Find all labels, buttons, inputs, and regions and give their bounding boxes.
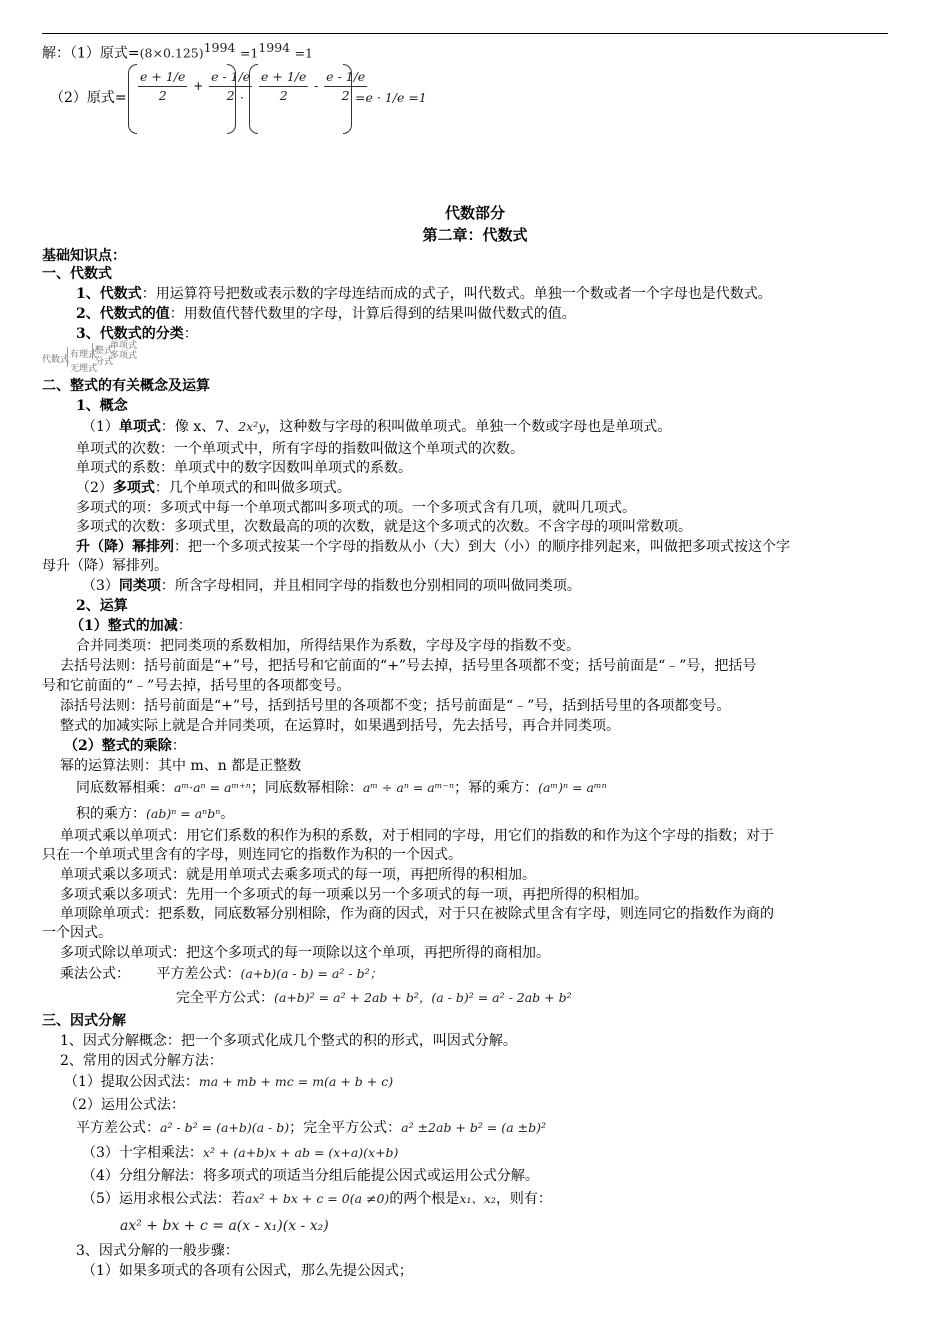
- like-text: ：所含字母相同，并且相同字母的指数也分别相同的项叫做同类项。: [160, 578, 581, 594]
- method-3: [82, 1144, 398, 1162]
- right-paren-1: [227, 64, 236, 134]
- item3-text: ：: [183, 326, 198, 342]
- factor-step-1: （1）如果多项式的各项有公因式，那么先提公因式；: [82, 1263, 413, 1279]
- solution-line-2-prefix: [50, 89, 127, 107]
- section1-item2: [76, 305, 576, 323]
- solution-line2-prefix: （2）原式=: [50, 90, 127, 106]
- classify-root: 代数式: [42, 355, 70, 365]
- part-heading: 代数部分: [444, 204, 505, 222]
- method-5: [82, 1190, 552, 1208]
- item1-text: ：用运算符号把数或表示数的字母连结而成的式子，叫代数式。单独一个数或者一个字母也是代数式。: [141, 286, 772, 302]
- method-2-formulas: [76, 1119, 546, 1137]
- mono-expr: 2x²y: [238, 419, 266, 434]
- poly-label: 多项式: [112, 480, 155, 496]
- mono-definition: [82, 418, 671, 436]
- mono-div-mono: 单项除单项式：把系数，同底数幂分别相除，作为商的因式，对于只在被除式里含有字母，则连同它的指数作为商的: [60, 906, 774, 922]
- perfect-square-expr: (a+b)² = a² + 2ab + b²，(a - b)² = a² - 2ab + b²: [274, 990, 572, 1005]
- order-text-2: 母升（降）幂排列。: [42, 558, 168, 574]
- top-rule: [42, 33, 888, 34]
- poly-terms: 多项式的项：多项式中每一个单项式都叫多项式的项。一个多项式含有几项，就叫几项式。: [76, 500, 636, 516]
- method-1-label: （1）提取公因式法：: [64, 1074, 199, 1090]
- section3-title: 三、因式分解: [42, 1013, 126, 1029]
- method-5-expr: ax² + bx + c = 0(a ≠0): [244, 1191, 390, 1206]
- method-5-mid: 的两个根是: [389, 1191, 460, 1207]
- method-2-label: （2）运用公式法：: [64, 1097, 185, 1113]
- muldiv-title: [64, 737, 186, 755]
- same-base-mul: 同底数幂相乘：: [76, 780, 174, 796]
- solution-line1-exp1: 1994: [203, 40, 236, 55]
- factor-concept: 1、因式分解概念：把一个多项式化成几个整式的积的形式，叫因式分解。: [60, 1033, 517, 1049]
- solution-line1-math: (8×0.125): [139, 45, 204, 61]
- method-3-expr: x² + (a+b)x + ab = (x+a)(x+b): [202, 1145, 399, 1160]
- method-2-diff-expr: a² - b² = (a+b)(a - b): [160, 1120, 290, 1135]
- perfect-square-line: [176, 989, 572, 1007]
- like-prefix: （3）: [82, 578, 119, 594]
- same-base-div-expr: aᵐ ÷ aⁿ = aᵐ⁻ⁿ: [362, 780, 455, 795]
- mono-x-poly: 单项式乘以多项式：就是用单项式去乘多项式的每一项，再把所得的积相加。: [60, 867, 536, 883]
- poly-div-mono: 多项式除以单项式：把这个多项式的每一项除以这个单项，再把所得的商相加。: [60, 945, 550, 961]
- mono-text-b: ，这种数与字母的积叫做单项式。单独一个数或字母也是单项式。: [265, 419, 672, 435]
- classify-fractional: 分式: [95, 357, 114, 367]
- solution-line1-eq2: =1: [294, 45, 314, 61]
- section2-title: 二、整式的有关概念及运算: [42, 378, 210, 394]
- order-definition: [76, 538, 790, 556]
- method-5-end: ，则有：: [495, 1191, 552, 1207]
- power-of-product-end: 。: [220, 806, 235, 822]
- muldiv-colon: ：: [171, 738, 186, 754]
- method-2-sep: ；完全平方公式：: [289, 1120, 402, 1136]
- like-label: 同类项: [118, 578, 161, 594]
- fraction-2: $\frac{e + 1/e}{2}$ - $\frac{e - 1/e}{2}$: [261, 69, 366, 103]
- classify-integral: 整式: [95, 346, 114, 356]
- method-1: [64, 1073, 393, 1091]
- poly-definition: [76, 479, 351, 497]
- method-4: （4）分组分解法：将多项式的项适当分组后能提公因式或运用公式分解。: [82, 1168, 539, 1184]
- power-rules-line: [76, 779, 607, 797]
- remove-paren-rule: 去括号法则：括号前面是“+”号，把括号和它前面的“+”号去掉，括号里各项都不变；括号前面是“﹣”号，把括号: [60, 658, 757, 674]
- muldiv-label: （2）整式的乘除: [64, 738, 172, 754]
- mono-x-mono: 单项式乘以单项式：用它们系数的积作为积的系数，对于相同的字母，用它们的指数的和作为这个字母的指数；对于: [60, 828, 774, 844]
- same-base-div: ；同底数幂相除：: [250, 780, 363, 796]
- power-of-product: 积的乘方：: [76, 806, 146, 822]
- poly-text: ：几个单项式的和叫做多项式。: [154, 480, 351, 496]
- diff-squares-label: 平方差公式：: [156, 966, 241, 982]
- section1-item1: [76, 285, 772, 303]
- solution-line1-eq1: =1: [239, 45, 259, 61]
- chapter-heading: 第二章：代数式: [422, 226, 528, 244]
- method-3-label: （3）十字相乘法：: [82, 1145, 203, 1161]
- fraction-1: $\frac{e + 1/e}{2}$ + $\frac{e - 1/e}{2}$: [140, 69, 251, 103]
- solution-line2-result: =e · 1/e =1: [355, 90, 427, 105]
- solution-line-1: [42, 39, 313, 63]
- concept-title: 1、概念: [76, 398, 128, 414]
- section1-title: 一、代数式: [42, 266, 112, 282]
- addsub-label: （1）整式的加减: [70, 618, 178, 634]
- poly-prefix: （2）: [76, 480, 113, 496]
- solution-line1-prefix: （1）原式=: [70, 45, 140, 62]
- mono-prefix: （1）: [82, 419, 119, 435]
- same-base-mul-expr: aᵐ·aⁿ = aᵐ⁺ⁿ: [174, 780, 251, 795]
- mono-degree: 单项式的次数：一个单项式中，所有字母的指数叫做这个单项式的次数。: [76, 441, 524, 457]
- classify-mono: 单项式: [110, 341, 138, 351]
- like-terms-definition: [82, 577, 581, 595]
- power-of-product-line: [76, 805, 234, 823]
- item1-label: 1、代数式: [76, 286, 142, 302]
- method-5-label: （5）运用求根公式法：若: [82, 1191, 245, 1207]
- factor-methods: 2、常用的因式分解方法：: [60, 1053, 223, 1069]
- solution-label: 解：: [42, 45, 70, 62]
- factor-steps: 3、因式分解的一般步骤：: [76, 1243, 239, 1259]
- mono-x-mono-2: 只在一个单项式里含有的字母，则连同它的指数作为积的一个因式。: [42, 847, 462, 863]
- classify-poly: 多项式: [110, 351, 138, 361]
- mono-text-a: ：像 x、7、: [160, 419, 239, 435]
- addsub-colon: ：: [177, 618, 192, 634]
- method-1-expr: ma + mb + mc = m(a + b + c): [198, 1074, 394, 1089]
- item2-text: ：用数值代替代数里的字母，计算后得到的结果叫做代数式的值。: [169, 306, 576, 322]
- classify-irrational: 无理式: [70, 364, 98, 374]
- combine-rule: 合并同类项：把同类项的系数相加，所得结果作为系数，字母及字母的指数不变。: [76, 638, 580, 654]
- ops-title: 2、运算: [76, 598, 128, 614]
- basics-label: 基础知识点：: [42, 248, 126, 264]
- add-paren-rule: 添括号法则：括号前面是“+”号，括到括号里的各项都不变；括号前面是“﹣”号，括到括号里的各项都变号。: [60, 698, 731, 714]
- order-text: ：把一个多项式按某一个字母的指数从小（大）到大（小）的顺序排列起来，叫做把多项式按这个字: [174, 539, 790, 555]
- power-of-power-expr: (aᵐ)ⁿ = aᵐⁿ: [538, 780, 607, 795]
- classify-rational: 有理式: [70, 350, 98, 360]
- mono-coeff: 单项式的系数：单项式中的数字因数叫单项式的系数。: [76, 460, 412, 476]
- poly-x-poly: 多项式乘以多项式：先用一个多项式的每一项乘以另一个多项式的每一项，再把所得的积相加。: [60, 887, 648, 903]
- classification-diagram: [42, 343, 142, 373]
- method-5-result: ax² + bx + c = a(x - x₁)(x - x₂): [120, 1218, 329, 1234]
- method-2-diff-label: 平方差公式：: [76, 1120, 160, 1136]
- addsub-title: [70, 617, 192, 635]
- method-2-square-expr: a² ±2ab + b² = (a ±b)²: [401, 1120, 546, 1135]
- diff-squares-expr: (a+b)(a - b) = a² - b²；: [240, 966, 383, 981]
- mul-formula-line: [60, 965, 382, 983]
- poly-degree: 多项式的次数：多项式里，次数最高的项的次数，就是这个多项式的次数。不含字母的项叫常数项。: [76, 519, 692, 535]
- item3-label: 3、代数式的分类: [76, 326, 184, 342]
- perfect-square-label: 完全平方公式：: [176, 990, 274, 1006]
- remove-paren-rule-2: 号和它前面的“﹣”号去掉，括号里的各项都变号。: [42, 678, 351, 694]
- power-of-power: ；幂的乘方：: [454, 780, 539, 796]
- dot-operator: ·: [240, 90, 244, 105]
- item2-label: 2、代数式的值: [76, 306, 170, 322]
- mul-formula-label: 乘法公式：: [60, 966, 130, 982]
- right-paren-2: [343, 64, 352, 134]
- mono-label: 单项式: [118, 419, 161, 435]
- mono-div-mono-2: 一个因式。: [42, 925, 112, 941]
- power-of-product-expr: (ab)ⁿ = aⁿbⁿ: [146, 806, 221, 821]
- method-5-roots: x₁、x₂: [459, 1191, 496, 1206]
- addsub-summary: 整式的加减实际上就是合并同类项，在运算时，如果遇到括号，先去括号，再合并同类项。: [60, 718, 620, 734]
- power-rules: 幂的运算法则：其中 m、n 都是正整数: [60, 758, 302, 774]
- order-label: 升（降）幂排列: [76, 539, 174, 555]
- solution-line1-exp2: 1994: [258, 40, 291, 55]
